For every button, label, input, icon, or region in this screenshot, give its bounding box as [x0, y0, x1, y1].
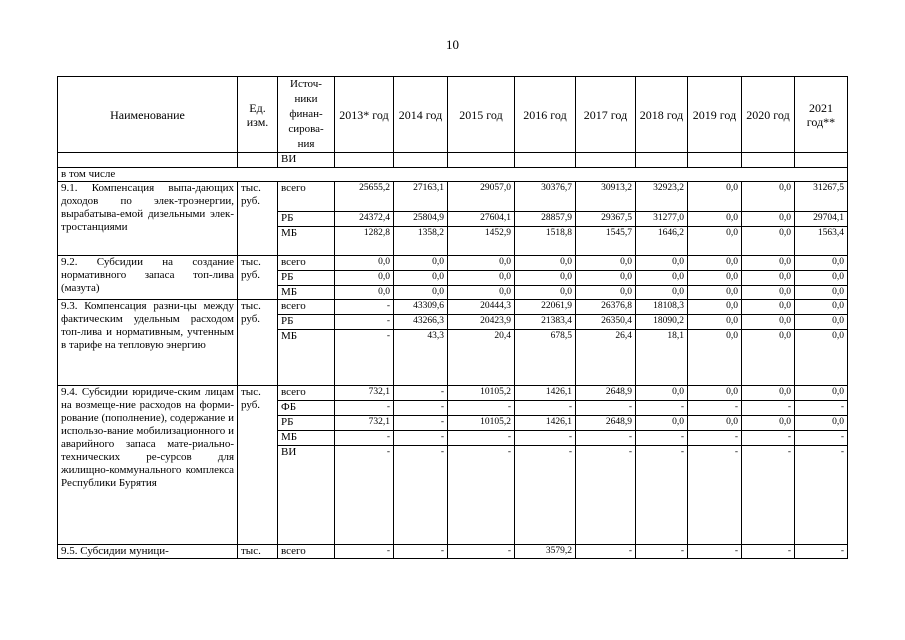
header-source: Источ-ники финан-сирова-ния — [278, 77, 335, 153]
value-cell: - — [394, 446, 448, 545]
empty-cell — [335, 153, 394, 168]
value-cell: 0,0 — [795, 286, 848, 300]
header-year: 2013* год — [335, 77, 394, 153]
value-cell: 0,0 — [795, 300, 848, 315]
table-row — [58, 300, 848, 315]
value-cell: 0,0 — [688, 182, 742, 212]
source-cell: МБ — [278, 431, 335, 446]
empty-cell — [636, 153, 688, 168]
value-cell: - — [448, 431, 515, 446]
value-cell: 31267,5 — [795, 182, 848, 212]
value-cell: - — [335, 300, 394, 315]
value-cell: 43,3 — [394, 330, 448, 386]
source-cell: РБ — [278, 212, 335, 227]
value-cell: - — [742, 431, 795, 446]
value-cell: 732,1 — [335, 416, 394, 431]
section-row — [58, 168, 848, 182]
empty-cell — [515, 153, 576, 168]
value-cell: - — [394, 401, 448, 416]
value-cell: 0,0 — [394, 256, 448, 271]
value-cell: - — [795, 446, 848, 545]
value-cell: 0,0 — [515, 256, 576, 271]
value-cell: 30913,2 — [576, 182, 636, 212]
value-cell: 0,0 — [688, 330, 742, 386]
source-cell: РБ — [278, 271, 335, 286]
value-cell: - — [742, 401, 795, 416]
value-cell: 43266,3 — [394, 315, 448, 330]
value-cell: 30376,7 — [515, 182, 576, 212]
table-row — [58, 182, 848, 212]
table-row — [58, 386, 848, 401]
value-cell: 1452,9 — [448, 227, 515, 256]
page-number: 10 — [446, 37, 459, 52]
value-cell: 0,0 — [742, 182, 795, 212]
value-cell: 28857,9 — [515, 212, 576, 227]
source-cell: ВИ — [278, 446, 335, 545]
value-cell: 0,0 — [742, 271, 795, 286]
value-cell: - — [576, 401, 636, 416]
item-name: 9.2. Субсидии на создание нормативного запаса топ-лива (мазута) — [58, 256, 238, 300]
value-cell: - — [636, 431, 688, 446]
value-cell: 0,0 — [795, 386, 848, 401]
value-cell: - — [576, 545, 636, 559]
header-year: 2016 год — [515, 77, 576, 153]
value-cell: 0,0 — [795, 256, 848, 271]
section-label: в том числе — [58, 168, 848, 182]
value-cell: - — [688, 401, 742, 416]
value-cell: 0,0 — [335, 271, 394, 286]
value-cell: - — [795, 431, 848, 446]
value-cell: 0,0 — [394, 286, 448, 300]
value-cell: 0,0 — [742, 330, 795, 386]
value-cell: 0,0 — [742, 256, 795, 271]
empty-cell — [688, 153, 742, 168]
value-cell: - — [688, 431, 742, 446]
value-cell: 0,0 — [795, 330, 848, 386]
value-cell: - — [636, 446, 688, 545]
value-cell: 10105,2 — [448, 386, 515, 401]
value-cell: 0,0 — [515, 271, 576, 286]
value-cell: - — [394, 545, 448, 559]
value-cell: 0,0 — [742, 416, 795, 431]
header-unit: Ед. изм. — [238, 77, 278, 153]
value-cell: 27163,1 — [394, 182, 448, 212]
value-cell: 0,0 — [448, 271, 515, 286]
value-cell: 0,0 — [394, 271, 448, 286]
value-cell: 0,0 — [688, 386, 742, 401]
empty-cell — [58, 153, 238, 168]
value-cell: 27604,1 — [448, 212, 515, 227]
value-cell: 0,0 — [795, 416, 848, 431]
value-cell: 0,0 — [688, 227, 742, 256]
value-cell: 24372,4 — [335, 212, 394, 227]
value-cell: 20444,3 — [448, 300, 515, 315]
budget-table — [57, 76, 848, 559]
value-cell: 0,0 — [448, 286, 515, 300]
header-year: 2021 год** — [795, 77, 848, 153]
item-name: 9.5. Субсидии муници- — [58, 545, 238, 559]
item-unit: тыс. руб. — [238, 300, 278, 386]
value-cell: 1646,2 — [636, 227, 688, 256]
source-cell: всего — [278, 545, 335, 559]
value-cell: - — [515, 431, 576, 446]
value-cell: 0,0 — [688, 212, 742, 227]
value-cell: 20,4 — [448, 330, 515, 386]
empty-cell — [576, 153, 636, 168]
value-cell: 29367,5 — [576, 212, 636, 227]
value-cell: 1563,4 — [795, 227, 848, 256]
value-cell: 0,0 — [636, 386, 688, 401]
value-cell: 0,0 — [576, 286, 636, 300]
value-cell: - — [795, 545, 848, 559]
item-name: 9.4. Субсидии юридиче-ским лицам на возмеще-ние расходов на форми-рование (пополнение), содержание и использо-вание мобилизационного и аварийного запаса мате-риально-технических ре-сурсов для жилищно-коммунального комплекса Республики Бурятия — [58, 386, 238, 545]
value-cell: - — [335, 446, 394, 545]
source-cell: всего — [278, 256, 335, 271]
value-cell: - — [335, 330, 394, 386]
value-cell: 3579,2 — [515, 545, 576, 559]
value-cell: 0,0 — [688, 271, 742, 286]
value-cell: - — [515, 401, 576, 416]
value-cell: - — [688, 446, 742, 545]
value-cell: 25804,9 — [394, 212, 448, 227]
header-year: 2017 год — [576, 77, 636, 153]
source-cell: МБ — [278, 286, 335, 300]
value-cell: 0,0 — [742, 300, 795, 315]
source-cell: РБ — [278, 416, 335, 431]
value-cell: 0,0 — [742, 227, 795, 256]
value-cell: 0,0 — [795, 271, 848, 286]
value-cell: 0,0 — [515, 286, 576, 300]
value-cell: 0,0 — [742, 386, 795, 401]
value-cell: - — [394, 431, 448, 446]
value-cell: 22061,9 — [515, 300, 576, 315]
value-cell: - — [688, 545, 742, 559]
value-cell: - — [742, 545, 795, 559]
value-cell: - — [335, 315, 394, 330]
value-cell: 0,0 — [448, 256, 515, 271]
value-cell: 1518,8 — [515, 227, 576, 256]
table-row — [58, 256, 848, 271]
value-cell: - — [448, 545, 515, 559]
value-cell: 0,0 — [636, 256, 688, 271]
header-continuation-row — [58, 153, 848, 168]
value-cell: 0,0 — [742, 315, 795, 330]
value-cell: 43309,6 — [394, 300, 448, 315]
value-cell: 732,1 — [335, 386, 394, 401]
value-cell: - — [335, 545, 394, 559]
value-cell: - — [394, 416, 448, 431]
empty-cell — [795, 153, 848, 168]
table-row — [58, 545, 848, 559]
source-cell: ВИ — [278, 153, 335, 168]
value-cell: 0,0 — [576, 271, 636, 286]
value-cell: - — [394, 386, 448, 401]
value-cell: 18,1 — [636, 330, 688, 386]
value-cell: - — [576, 446, 636, 545]
value-cell: 0,0 — [688, 286, 742, 300]
item-unit: тыс. руб. — [238, 256, 278, 300]
value-cell: 1358,2 — [394, 227, 448, 256]
value-cell: 10105,2 — [448, 416, 515, 431]
source-cell: всего — [278, 182, 335, 212]
value-cell: 1426,1 — [515, 416, 576, 431]
value-cell: 0,0 — [335, 256, 394, 271]
value-cell: 0,0 — [688, 315, 742, 330]
header-row — [58, 77, 848, 153]
value-cell: 0,0 — [742, 212, 795, 227]
value-cell: 1545,7 — [576, 227, 636, 256]
value-cell: 0,0 — [742, 286, 795, 300]
value-cell: 26350,4 — [576, 315, 636, 330]
value-cell: 2648,9 — [576, 416, 636, 431]
value-cell: 0,0 — [636, 271, 688, 286]
empty-cell — [238, 153, 278, 168]
value-cell: 0,0 — [636, 416, 688, 431]
empty-cell — [742, 153, 795, 168]
value-cell: 1282,8 — [335, 227, 394, 256]
empty-cell — [394, 153, 448, 168]
value-cell: 18090,2 — [636, 315, 688, 330]
value-cell: 678,5 — [515, 330, 576, 386]
header-year: 2015 год — [448, 77, 515, 153]
value-cell: 29057,0 — [448, 182, 515, 212]
header-year: 2018 год — [636, 77, 688, 153]
value-cell: 26376,8 — [576, 300, 636, 315]
value-cell: 21383,4 — [515, 315, 576, 330]
source-cell: МБ — [278, 227, 335, 256]
value-cell: 0,0 — [688, 300, 742, 315]
value-cell: 0,0 — [795, 315, 848, 330]
source-cell: РБ — [278, 315, 335, 330]
value-cell: 32923,2 — [636, 182, 688, 212]
value-cell: - — [335, 401, 394, 416]
item-unit: тыс. руб. — [238, 386, 278, 545]
value-cell: 0,0 — [335, 286, 394, 300]
header-year: 2020 год — [742, 77, 795, 153]
value-cell: 26,4 — [576, 330, 636, 386]
source-cell: МБ — [278, 330, 335, 386]
value-cell: - — [448, 446, 515, 545]
value-cell: - — [636, 545, 688, 559]
item-unit: тыс. руб. — [238, 182, 278, 256]
value-cell: 20423,9 — [448, 315, 515, 330]
value-cell: - — [795, 401, 848, 416]
source-cell: ФБ — [278, 401, 335, 416]
value-cell: - — [515, 446, 576, 545]
source-cell: всего — [278, 300, 335, 315]
item-name: 9.1. Компенсация выпа-дающих доходов по элек-троэнергии, вырабатыва-емой дизельными элек-тростанциями — [58, 182, 238, 256]
value-cell: 29704,1 — [795, 212, 848, 227]
header-year: 2019 год — [688, 77, 742, 153]
value-cell: - — [576, 431, 636, 446]
value-cell: 18108,3 — [636, 300, 688, 315]
value-cell: 0,0 — [688, 256, 742, 271]
value-cell: 25655,2 — [335, 182, 394, 212]
header-name: Наименование — [58, 77, 238, 153]
value-cell: 0,0 — [576, 256, 636, 271]
source-cell: всего — [278, 386, 335, 401]
item-name: 9.3. Компенсация разни-цы между фактическим удельным расходом топ-лива и нормативным, учтенным в тарифе на тепловую энергию — [58, 300, 238, 386]
value-cell: - — [335, 431, 394, 446]
value-cell: 31277,0 — [636, 212, 688, 227]
item-unit: тыс. — [238, 545, 278, 559]
value-cell: 2648,9 — [576, 386, 636, 401]
value-cell: 0,0 — [636, 286, 688, 300]
empty-cell — [448, 153, 515, 168]
value-cell: 0,0 — [688, 416, 742, 431]
value-cell: 1426,1 — [515, 386, 576, 401]
value-cell: - — [448, 401, 515, 416]
header-year: 2014 год — [394, 77, 448, 153]
value-cell: - — [742, 446, 795, 545]
value-cell: - — [636, 401, 688, 416]
